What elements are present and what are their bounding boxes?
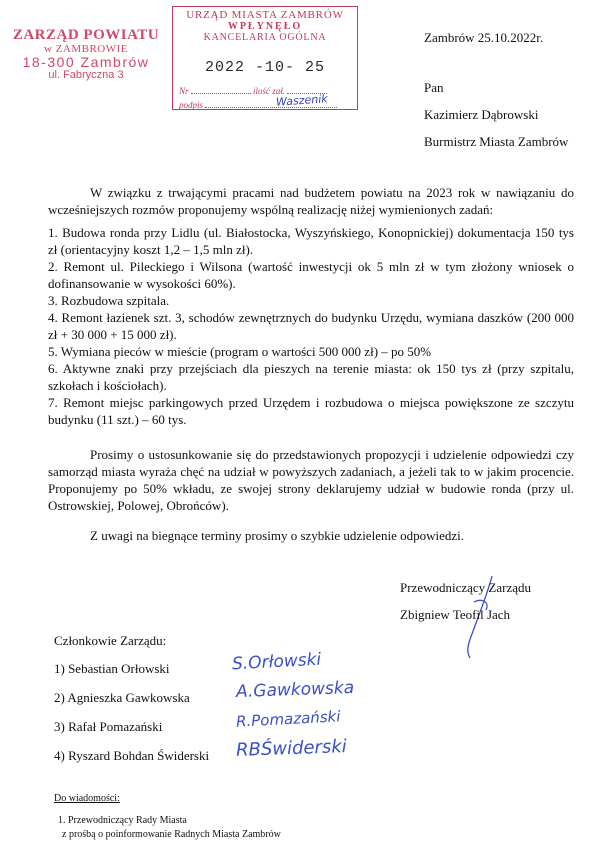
signatory-title: Przewodniczący Zarządu <box>400 580 532 595</box>
deadline-paragraph <box>48 527 574 544</box>
member-row <box>54 748 209 764</box>
recipient-salutation: Pan <box>424 80 444 95</box>
member-name: 4) Ryszard Bohdan Świderski <box>54 748 210 763</box>
stamp-handwritten-signature: Waszenik <box>275 92 329 109</box>
stamp-chancellery: KANCELARIA OGÓLNA <box>203 32 327 43</box>
stamp-line: w ZAMBROWIE <box>43 42 129 55</box>
stamp-office: URZĄD MIASTA ZAMBRÓW <box>186 9 344 21</box>
intro-text: W związku z trwającymi pracami nad budżetem powiatu na 2023 rok w nawiązaniu do wcześniejszych rozmów proponujemy wspólną realizację niżej wymienionych zadań: <box>48 185 574 217</box>
stamp-line: 18-300 Zambrów <box>22 54 150 71</box>
list-item: 7. Remont miejsc parkingowych przed Urzędem i rozbudowa o miejsca powiększone ze szczytu budynku (11 szt.) – 60 tys. <box>48 395 574 427</box>
member-signature: A.Gawkowska <box>235 677 355 703</box>
list-item: 3. Rozbudowa szpitala. <box>48 293 170 308</box>
intro-paragraph <box>48 184 574 218</box>
list-item: 6. Aktywne znaki przy przejściach dla pieszych na terenie miasta: ok 150 tys zł (przy szpitalu, szkołach i kościołach). <box>48 361 574 393</box>
cc-line: z prośbą o poinformowanie Radnych Miasta Zambrów <box>62 829 281 840</box>
stamp-signature-label: podpis <box>179 100 204 110</box>
received-stamp <box>172 6 358 110</box>
request-paragraph <box>48 446 574 514</box>
stamp-nr-label: Nr <box>179 86 189 96</box>
member-signature: S.Orłowski <box>231 649 322 675</box>
member-name: 3) Rafał Pomazański <box>54 719 163 734</box>
member-row <box>54 690 190 706</box>
cc-line: 1. Przewodniczący Rady Miasta <box>58 815 187 826</box>
place-and-date: Zambrów 25.10.2022r. <box>424 30 544 45</box>
member-name: 1) Sebastian Orłowski <box>54 661 170 676</box>
deadline-text: Z uwagi na biegnące terminy prosimy o szybkie udzielenie odpowiedzi. <box>90 528 464 543</box>
cc-heading: Do wiadomości: <box>54 793 120 804</box>
stamp-attachments-label: ilość zał. <box>253 86 286 96</box>
member-row <box>54 661 170 677</box>
stamp-line: ZARZĄD POWIATU <box>12 27 160 43</box>
member-name: 2) Agnieszka Gawkowska <box>54 690 190 705</box>
list-item: 1. Budowa ronda przy Lidlu (ul. Białostocka, Wyszyńskiego, Konopnickiej) dokumentacja 150 tys zł (orientacyjny koszt 1,2 – 1,5 mln zł). <box>48 225 574 257</box>
dotted-line <box>191 85 251 94</box>
stamp-date: 2022 -10- 25 <box>204 59 326 76</box>
members-heading: Członkowie Zarządu: <box>54 633 167 648</box>
recipient-name: Kazimierz Dąbrowski <box>424 107 539 122</box>
signatory-name: Zbigniew Teofil Jach <box>400 607 511 622</box>
list-item: 2. Remont ul. Pileckiego i Wilsona (wartość inwestycji ok 5 mln zł w tym złożony wniosek o dofinansowanie w wysokości 60%). <box>48 259 574 291</box>
member-signature: RBŚwiderski <box>235 736 348 761</box>
recipient-title: Burmistrz Miasta Zambrów <box>424 134 569 149</box>
request-text: Prosimy o ustosunkowanie się do przedstawionych propozycji i udzielenie odpowiedzi czy samorząd miasta wyraża chęć na udział w powyższych zadaniach, a jeżeli tak to w jakim procencie. Proponujemy po 50% wkładu, ze swojej strony deklarujemy udział w budowie ronda (przy ul. Ostrowskiej, Polowej, Obrońców). <box>48 447 574 513</box>
county-board-stamp <box>6 28 166 82</box>
stamp-line: ul. Fabryczna 3 <box>48 68 124 81</box>
member-signature: R.Pomazański <box>235 707 341 731</box>
stamp-received: WPŁYNĘŁO <box>227 21 303 32</box>
list-item: 4. Remont łazienek szt. 3, schodów zewnętrznych do budynku Urzędu, wymiana daszków (200 000 zł + 30 000 + 15 000 zł). <box>48 310 574 342</box>
member-row <box>54 719 162 735</box>
task-list <box>48 224 574 428</box>
list-item: 5. Wymiana pieców w mieście (program o wartości 500 000 zł) – po 50% <box>48 344 432 359</box>
